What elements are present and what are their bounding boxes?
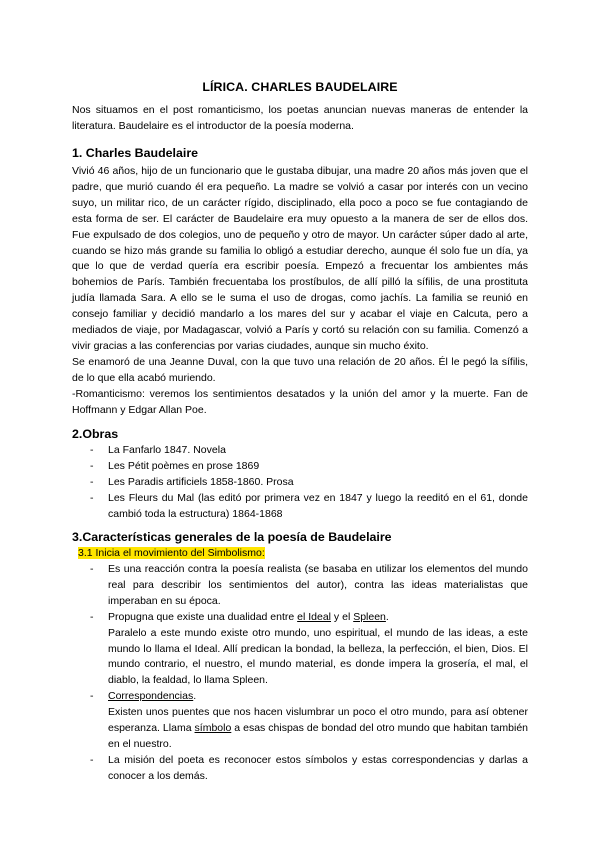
work-title: La Fanfarlo 1847. Novela xyxy=(108,444,226,456)
simbolo-term: símbolo xyxy=(194,722,232,735)
section3-subheading xyxy=(78,546,265,562)
section1-paragraph-duval: Se enamoró de una Jeanne Duval, con la que tuvo una relación de 20 años. Él le pegó la sífilis, de lo que ella acabó muriendo. xyxy=(72,355,528,384)
section1-paragraph-bio: Vivió 46 años, hijo de un funcionario que le gustaba dibujar, una madre 20 años más joven que el padre, que murió cuando él era pequeño. La madre se volvió a casar por interés con un vecino suyo, un militar rico, de un carácter rígido, disciplinado, ella poco a poco se fue contagiando de esta forma de ser. El carácter de Baudelaire era muy opuesto a la manera de ser de ellos dos. Fue expulsado de dos colegios, uno de pequeño y otro de mayor. Un carácter súper dado al arte, cuando se hizo más grande su familia lo obligó a estudiar derecho, aunque él solo fue un día, ya que lo que de verdad quería era escribir poesía. Empezó a frecuentar los ambientes más bohemios de París. También frecuentaba los prostíbulos, de allí pilló la sífilis, de una prostituta judía llamada Sara. A ello se le suma el uso de drogas, como jachís. La familia se reunió en consejo familiar y decidió mandarlo a los mares del sur y acabar el viaje en Calcuta, pero a mediados de viaje, por Madagascar, volvió a París y cortó su relación con su familia. Comenzó a vivir gracias a las conferencias por varias ciudades, aunque sin mucho éxito. xyxy=(72,165,528,352)
ideal-term: el Ideal xyxy=(297,610,332,623)
work-title: Les Fleurs du Mal (las editó por primera vez en 1847 y luego la reeditó en el 61, donde cambió toda la estructura) 1864-1868 xyxy=(108,491,528,520)
section1-paragraph-romanticism: -Romanticismo: veremos los sentimientos desatados y la unión del amor y la muerte. Fan de Hoffmann y Edgar Allan Poe. xyxy=(72,387,528,416)
works-list xyxy=(72,443,528,523)
bullet-dash: - xyxy=(90,690,94,703)
bullet-dash: - xyxy=(90,753,94,766)
correspondences-text xyxy=(108,689,528,705)
list-item xyxy=(72,753,528,785)
correspondences-post: . xyxy=(193,690,197,703)
highlighted-subheading: 3.1 Inicia el movimiento del Simbolismo: xyxy=(78,547,265,559)
document-title: LÍRICA. CHARLES BAUDELAIRE xyxy=(202,80,398,94)
bullet-dash: - xyxy=(90,563,94,575)
bullet-dash: - xyxy=(90,491,94,504)
bullet-dash: - xyxy=(90,475,94,488)
correspondences-term: Correspondencias xyxy=(108,690,194,703)
list-item xyxy=(72,491,528,523)
characteristics-list xyxy=(72,562,528,785)
work-title: Les Paradis artificiels 1858-1860. Prosa xyxy=(108,475,294,488)
bullet-dash: - xyxy=(90,610,94,623)
bullet-dash: - xyxy=(90,444,94,456)
duality-explanation: Paralelo a este mundo existe otro mundo, uno espiritual, el mundo de las ideas, a este mundo lo llama el Ideal. Allí predican la bondad, la belleza, la perfección, el bien, Dios. El mundo contrario, el nuestro, el mundo material, es donde impera la grosería, el mal, el diablo, la fealdad, lo llama Spleen. xyxy=(108,626,528,687)
section3-heading: 3.Características generales de la poesía de Baudelaire xyxy=(72,530,392,544)
list-item xyxy=(72,475,528,491)
list-item xyxy=(72,610,528,690)
bullet-dash: - xyxy=(90,459,94,472)
intro-paragraph: Nos situamos en el post romanticismo, los poetas anuncian nuevas maneras de entender la literatura. Baudelaire es el introductor de la poesía moderna. xyxy=(72,104,528,132)
duality-post: . xyxy=(385,610,389,623)
list-item xyxy=(72,459,528,475)
correspondences-pre: Existen unos puentes que nos hacen vislumbrar un poco el otro mundo, para así obtener esperanza. Llama xyxy=(108,706,528,735)
poet-mission-text: La misión del poeta es reconocer estos símbolos y estas correspondencias y darlas a conocer a los demás. xyxy=(108,753,528,782)
list-item xyxy=(72,689,528,753)
correspondences-explanation xyxy=(108,705,528,753)
section1-body xyxy=(72,164,528,419)
section2-heading: 2.Obras xyxy=(72,427,119,441)
spleen-term: Spleen xyxy=(353,610,386,623)
section1-heading: 1. Charles Baudelaire xyxy=(72,146,199,160)
correspondences-cont: a esas chispas de bondad del otro mundo que habitan también en el nuestro. xyxy=(108,722,528,750)
duality-text xyxy=(108,610,528,626)
list-item xyxy=(72,443,528,459)
realism-reaction-text: Es una reacción contra la poesía realista (se basaba en utilizar los elementos del mundo real para describir los sentimientos del autor), contra las ideas materialistas que imperaban en su época. xyxy=(108,563,528,607)
duality-mid: y el xyxy=(331,610,354,623)
list-item xyxy=(72,562,528,610)
work-title: Les Pétit poèmes en prose 1869 xyxy=(108,459,260,472)
duality-pre: Propugna que existe una dualidad entre xyxy=(108,610,298,623)
